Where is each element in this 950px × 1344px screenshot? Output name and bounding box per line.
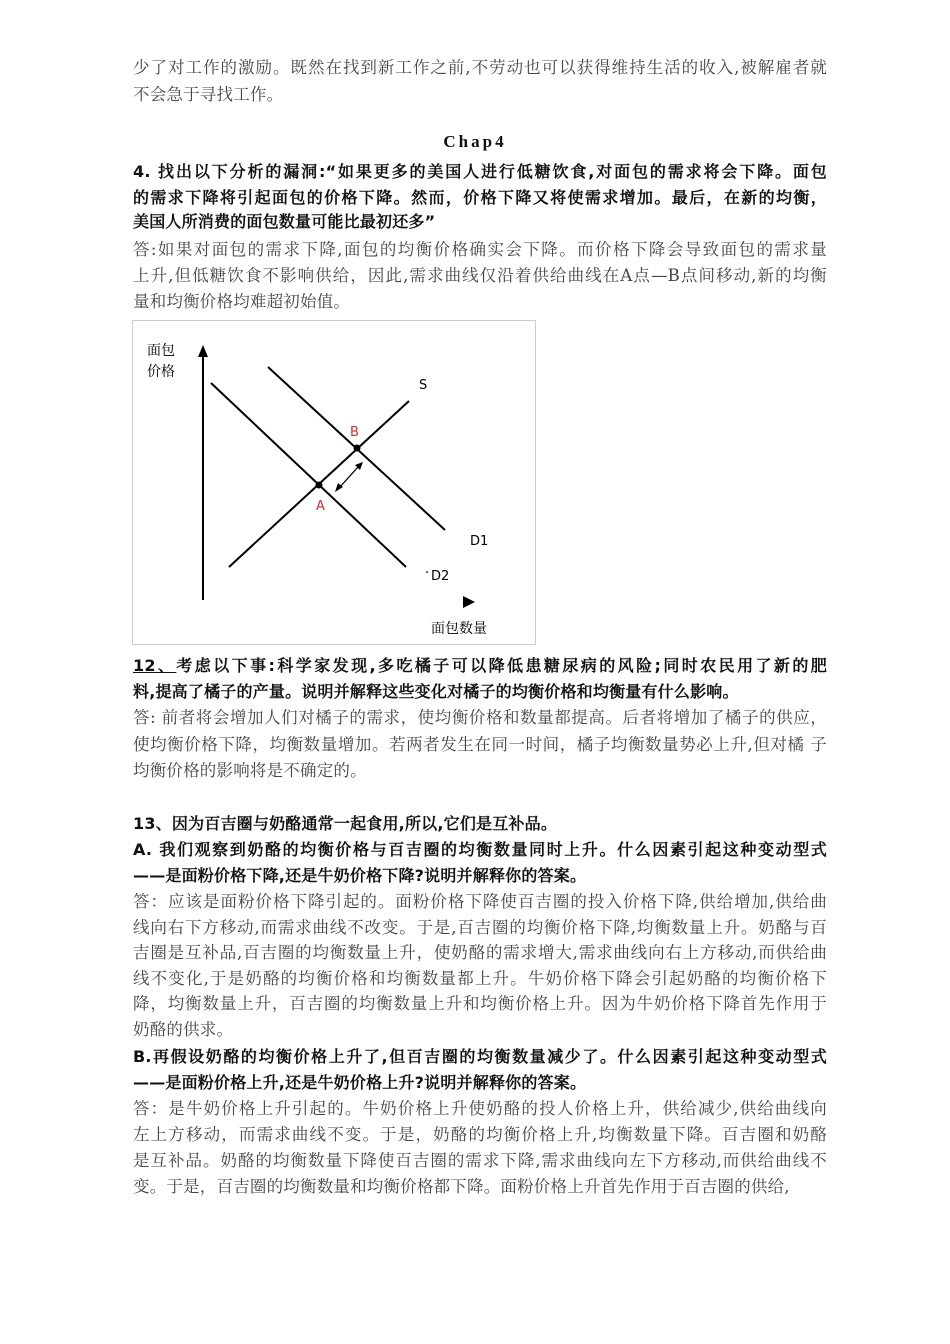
q13-b-answer-line: 答：是牛奶价格上升引起的。牛奶价格上升使奶酪的投人价格上升，供给减少,供给曲线向	[133, 1099, 827, 1118]
x-axis-label: 面包数量	[431, 621, 487, 637]
q4-question-line: 美国人所消费的面包数量可能比最初还多”	[133, 212, 436, 231]
q13-a-question-line: ——是面粉价格下降,还是牛奶价格下降?说明并解释你的答案。	[133, 866, 587, 885]
q13-a-answer-line: 答：应该是面粉价格下降引起的。面粉价格下降使百吉圈的投入价格下降,供给增加,供给曲	[133, 892, 827, 911]
q12-question-line	[133, 653, 827, 679]
supply-demand-diagram	[132, 320, 536, 645]
q12-answer-line: 均衡价格的影响将是不确定的。	[133, 761, 367, 780]
q13-a-question-line: A. 我们观察到奶酪的均衡价格与百吉圈的均衡数量同时上升。什么因素引起这种变动型式	[133, 840, 827, 859]
q12-question-line: 料,提高了橘子的产量。说明并解释这些变化对橘子的均衡价格和均衡量有什么影响。	[133, 682, 739, 701]
demand-curve-d2	[211, 383, 406, 567]
point-a-marker	[316, 482, 323, 489]
diagram-svg	[133, 321, 537, 646]
q13-a-answer-line: 降，均衡数量上升，百吉圈的均衡数量上升和均衡价格上升。因为牛奶价格下降首先作用于	[133, 994, 827, 1013]
q4-answer-line: 量和均衡价格均难超初始值。	[133, 292, 351, 311]
point-a-label: A	[316, 499, 325, 514]
q4-answer-line: 上升,但低糖饮食不影响供给，因此,需求曲线仅沿着供给曲线在A点—B点间移动,新的均衡	[133, 266, 827, 285]
q13-a-answer-line: 线向右下方移动,而需求曲线不改变。于是,百吉圈的均衡价格下降,均衡数量上升。奶酪与百	[133, 918, 827, 937]
q13-b-question-line: B.再假设奶酪的均衡价格上升了,但百吉圈的均衡数量减少了。什么因素引起这种变动型式	[133, 1047, 827, 1066]
supply-label: S	[419, 378, 428, 393]
q13-title: 13、因为百吉圈与奶酪通常一起食用,所以,它们是互补品。	[133, 814, 558, 833]
x-axis-arrowhead	[463, 596, 475, 608]
demand2-dot: ·	[425, 566, 430, 581]
intro-line: 不会急于寻找工作。	[133, 85, 284, 104]
demand2-label: D2	[431, 569, 450, 584]
q13-b-answer-line: 左上方移动，而需求曲线不变。于是，奶酪的均衡价格上升,均衡数量下降。百吉圈和奶酪	[133, 1125, 827, 1144]
movement-arrow	[339, 466, 359, 488]
q13-a-answer-line: 吉圈是互补品,百吉圈的均衡数量上升，使奶酪的需求增大,需求曲线向右上方移动,而供给曲	[133, 943, 827, 962]
intro-line: 少了对工作的激励。既然在找到新工作之前,不劳动也可以获得维持生活的收入,被解雇者就	[133, 58, 827, 77]
demand1-label: D1	[470, 534, 489, 549]
q13-b-answer-line: 是互补品。奶酪的均衡数量下降使百吉圈的需求下降,需求曲线向左下方移动,而供给曲线不	[133, 1151, 827, 1170]
q4-answer-line: 答:如果对面包的需求下降,面包的均衡价格确实会下降。而价格下降会导致面包的需求量	[133, 240, 827, 259]
point-b-marker	[354, 445, 361, 452]
q12-number: 12、	[133, 656, 177, 675]
y-axis-label-1: 面包	[147, 343, 175, 359]
q13-b-question-line: ——是面粉价格上升,还是牛奶价格上升?说明并解释你的答案。	[133, 1073, 587, 1092]
q13-a-answer-line: 线不变化,于是奶酪的均衡价格和均衡数量都上升。牛奶价格下降会引起奶酪的均衡价格下	[133, 969, 827, 988]
y-axis-label-2: 价格	[147, 364, 175, 380]
q13-a-answer-line: 奶酪的供求。	[133, 1020, 234, 1039]
q13-b-answer-line: 变。于是，百吉圈的均衡数量和均衡价格都下降。面粉价格上升首先作用于百吉圈的供给,	[133, 1177, 790, 1196]
q12-answer-line: 答: 前者将会增加人们对橘子的需求，使均衡价格和数量都提高。后者将增加了橘子的供应，	[133, 708, 827, 727]
chapter-title: Chap4	[443, 132, 507, 151]
y-axis-arrowhead	[198, 345, 208, 357]
point-b-label: B	[350, 425, 359, 440]
q4-question-line: 的需求下降将引起面包的价格下降。然而，价格下降又将使需求增加。最后，在新的均衡，	[133, 188, 827, 207]
q4-question-line: 4. 找出以下分析的漏洞:“如果更多的美国人进行低糖饮食,对面包的需求将会下降。面包	[133, 162, 827, 181]
q12-answer-line: 使均衡价格下降，均衡数量增加。若两者发生在同一时间，橘子均衡数量势必上升,但对橘 子	[133, 735, 827, 754]
q12-question-text: 考虑以下事:科学家发现,多吃橘子可以降低患糖尿病的风险;同时农民用了新的肥	[176, 656, 827, 675]
